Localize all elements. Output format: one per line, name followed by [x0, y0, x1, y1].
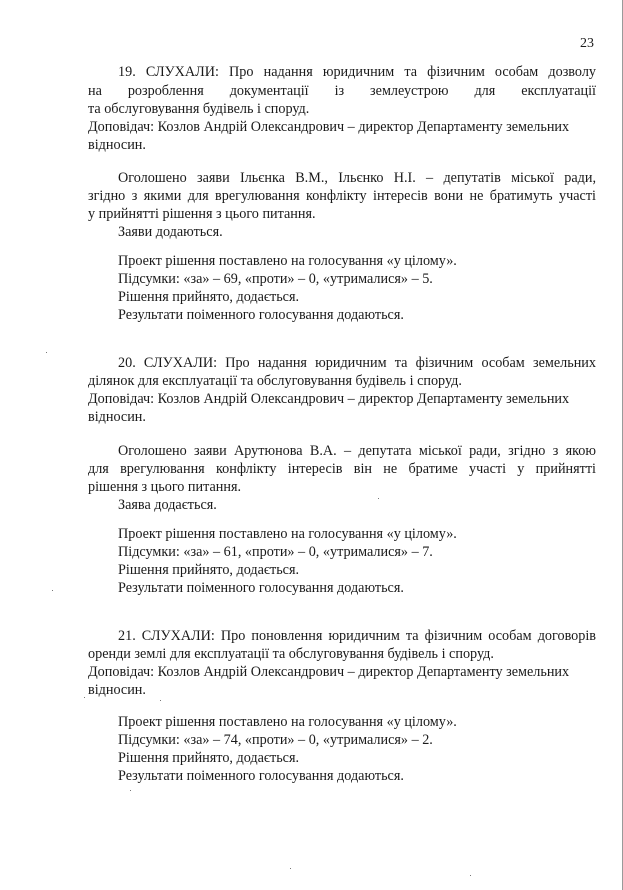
statement-line: для врегулювання конфлікту інтересів він не братиме участі у прийнятті	[88, 461, 596, 477]
section-heading: 19. СЛУХАЛИ: Про надання юридичним та фізичним особам дозволу	[118, 64, 596, 80]
page-number: 23	[580, 36, 594, 51]
statement-line: Оголошено заяви Арутюнова В.А. – депутата міської ради, згідно з якою	[118, 443, 596, 459]
vote-line: Проект рішення поставлено на голосування «у цілому».	[118, 714, 457, 730]
scan-speck	[160, 700, 161, 701]
scan-speck	[470, 875, 471, 876]
speaker-line: Доповідач: Козлов Андрій Олександрович – директор Департаменту земельних	[88, 391, 570, 407]
vote-line: Проект рішення поставлено на голосування «у цілому».	[118, 253, 457, 269]
speaker-line: відносин.	[88, 137, 146, 153]
decision-line: Рішення прийнято, додається.	[118, 289, 300, 305]
section-heading: 20. СЛУХАЛИ: Про надання юридичним та фізичним особам земельних	[118, 355, 596, 371]
scan-speck	[52, 590, 53, 591]
speaker-line: відносин.	[88, 682, 146, 698]
attachment-note: Заява додається.	[118, 497, 217, 513]
section-text-line: оренди землі для експлуатації та обслуговування будівель і споруд.	[88, 646, 494, 662]
speaker-line: Доповідач: Козлов Андрій Олександрович – директор Департаменту земельних	[88, 664, 570, 680]
scan-speck	[378, 498, 379, 499]
section-text-line: на розроблення документації із землеустрою для експлуатації	[88, 83, 596, 99]
roll-call-line: Результати поіменного голосування додаються.	[118, 307, 404, 323]
statement-line: рішення з цього питання.	[88, 479, 242, 495]
section-text-line: та обслуговування будівель і споруд.	[88, 101, 310, 117]
vote-results: Підсумки: «за» – 61, «проти» – 0, «утрималися» – 7.	[118, 544, 433, 560]
roll-call-line: Результати поіменного голосування додаються.	[118, 580, 404, 596]
statement-line: Оголошено заяви Ільєнка В.М., Ільєнко Н.І. – депутатів міської ради,	[118, 170, 596, 186]
section-text-line: ділянок для експлуатації та обслуговування будівель і споруд.	[88, 373, 462, 389]
vote-results: Підсумки: «за» – 74, «проти» – 0, «утрималися» – 2.	[118, 732, 433, 748]
scan-speck	[130, 790, 131, 791]
speaker-line: відносин.	[88, 409, 146, 425]
statement-line: згідно з якими для врегулювання конфлікту інтересів вони не братимуть участі	[88, 188, 596, 204]
speaker-line: Доповідач: Козлов Андрій Олександрович – директор Департаменту земельних	[88, 119, 570, 135]
section-heading: 21. СЛУХАЛИ: Про поновлення юридичним та фізичним особам договорів	[118, 628, 596, 644]
roll-call-line: Результати поіменного голосування додаються.	[118, 768, 404, 784]
statement-line: у прийнятті рішення з цього питання.	[88, 206, 316, 222]
attachment-note: Заяви додаються.	[118, 224, 223, 240]
scan-speck	[290, 868, 291, 869]
vote-line: Проект рішення поставлено на голосування «у цілому».	[118, 526, 457, 542]
decision-line: Рішення прийнято, додається.	[118, 750, 300, 766]
vote-results: Підсумки: «за» – 69, «проти» – 0, «утрималися» – 5.	[118, 271, 433, 287]
decision-line: Рішення прийнято, додається.	[118, 562, 300, 578]
scan-speck	[46, 352, 47, 353]
scan-speck	[84, 697, 85, 698]
